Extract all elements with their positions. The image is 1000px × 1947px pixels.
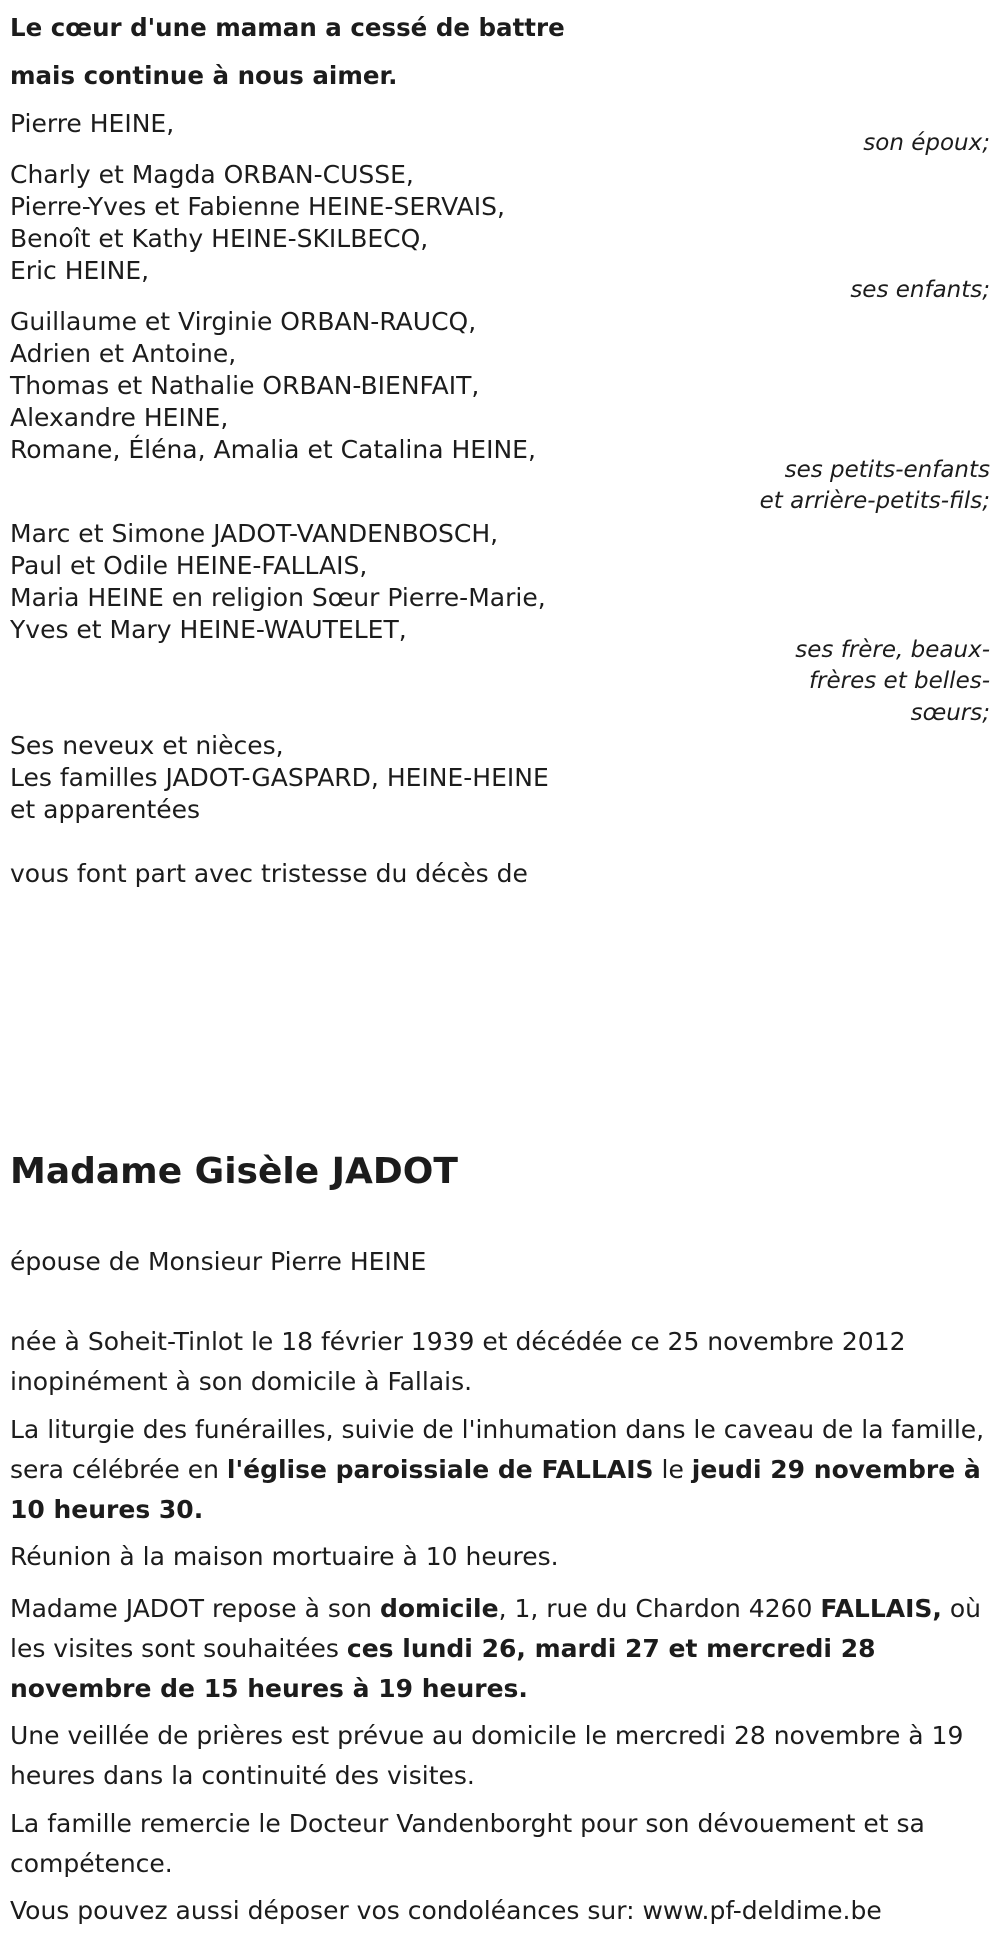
headline [10, 4, 565, 100]
family-name: Guillaume et Virginie ORBAN-RAUCQ, [10, 307, 477, 336]
liturgy-run: jeudi 29 novembre à 10 heures 30. [10, 1455, 981, 1524]
vigil-paragraph [10, 1716, 995, 1796]
headline-line-1: Le cœur d'une maman a cessé de battre [10, 13, 565, 42]
family-name: Yves et Mary HEINE-WAUTELET, [10, 615, 407, 644]
family-name: Adrien et Antoine, [10, 339, 237, 368]
liturgy-run: l'église paroissiale de FALLAIS [226, 1455, 654, 1484]
family-name: Alexandre HEINE, [10, 403, 229, 432]
family-name: Romane, Éléna, Amalia et Catalina HEINE, [10, 435, 536, 464]
vigil-run: Une veillée de prières est prévue au domicile le mercredi 28 novembre à 19 heures dans la continuité des visites. [10, 1721, 964, 1790]
family-name: Maria HEINE en religion Sœur Pierre-Marie, [10, 583, 546, 612]
family-name: Marc et Simone JADOT-VANDENBOSCH, [10, 519, 499, 548]
condolences-run: Vous pouvez aussi déposer vos condoléances sur: www.pf-deldime.be [10, 1896, 882, 1925]
rests-run: , 1, rue du Chardon 4260 [498, 1594, 821, 1623]
family-name: Thomas et Nathalie ORBAN-BIENFAIT, [10, 371, 480, 400]
thanks-paragraph [10, 1804, 995, 1884]
rests-run: où les visites sont souhaitées [10, 1594, 982, 1663]
meeting-run: Réunion à la maison mortuaire à 10 heures. [10, 1542, 559, 1571]
family-name: Charly et Magda ORBAN-CUSSE, [10, 160, 414, 189]
meeting-paragraph [10, 1537, 995, 1577]
rests-run: domicile [379, 1594, 499, 1623]
relation-label: et arrière-petits-fils; [759, 488, 990, 514]
family-name: Pierre HEINE, [10, 109, 175, 138]
relation-label: ses enfants; [850, 277, 990, 303]
liturgy-paragraph [10, 1410, 995, 1530]
family-name: Les familles JADOT-GASPARD, HEINE-HEINE [10, 763, 549, 792]
relation-label: ses petits-enfants [784, 457, 990, 483]
family-name: et apparentées [10, 795, 201, 824]
condolences-paragraph [10, 1891, 995, 1931]
family-name: Benoît et Kathy HEINE-SKILBECQ, [10, 224, 429, 253]
relation-label: frères et belles- [808, 668, 990, 694]
birth-run: née à Soheit-Tinlot le 18 février 1939 et décédée ce 25 novembre 2012 inopinément à son domicile à Fallais. [10, 1327, 906, 1396]
relation-label: ses frère, beaux- [795, 637, 990, 663]
deceased-name: Madame Gisèle JADOT [10, 1151, 458, 1192]
thanks-run: La famille remercie le Docteur Vandenborght pour son dévouement et sa compétence. [10, 1809, 925, 1878]
liturgy-run: le [653, 1455, 692, 1484]
birth-paragraph [10, 1322, 995, 1402]
relation-label: sœurs; [910, 700, 990, 726]
rests-run: ces lundi 26, mardi 27 et mercredi 28 novembre de 15 heures à 19 heures. [10, 1634, 876, 1703]
spouse-of-text: épouse de Monsieur Pierre HEINE [10, 1247, 427, 1276]
family-name: Ses neveux et nièces, [10, 731, 284, 760]
relation-label: son époux; [863, 130, 990, 156]
family-name: Eric HEINE, [10, 256, 150, 285]
family-name: Pierre-Yves et Fabienne HEINE-SERVAIS, [10, 192, 505, 221]
announcement-text: vous font part avec tristesse du décès de [10, 859, 528, 888]
rests-paragraph [10, 1589, 995, 1709]
liturgy-run: La liturgie des funérailles, suivie de l'inhumation dans le caveau de la famille, sera célébrée en [10, 1415, 985, 1484]
rests-run: FALLAIS, [820, 1594, 942, 1623]
headline-line-2: mais continue à nous aimer. [10, 61, 398, 90]
family-name: Paul et Odile HEINE-FALLAIS, [10, 551, 368, 580]
rests-run: Madame JADOT repose à son [10, 1594, 380, 1623]
